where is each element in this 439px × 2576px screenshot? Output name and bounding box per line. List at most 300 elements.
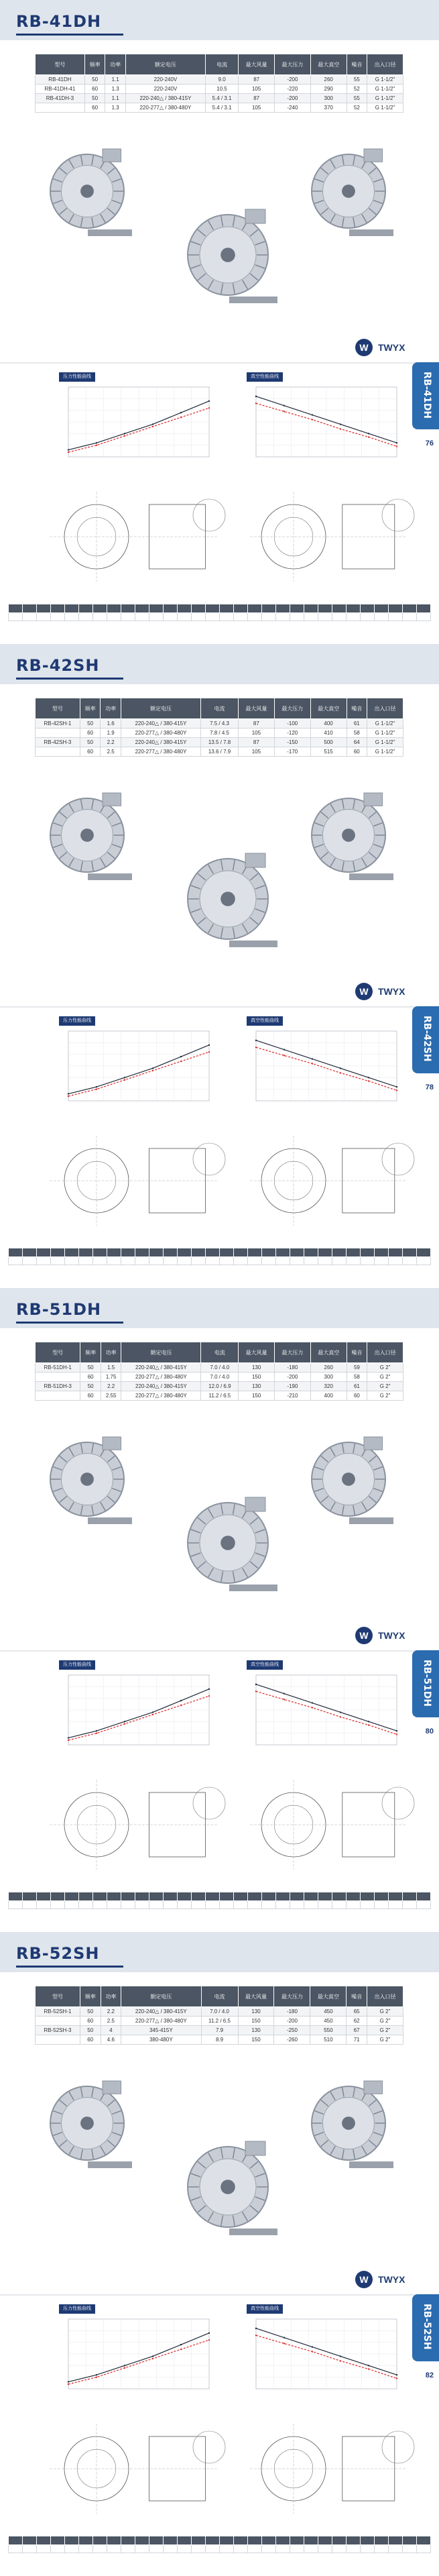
spec-cell: 1.1 bbox=[105, 94, 126, 103]
spec-cell: 220-277△ / 380-480Y bbox=[121, 729, 200, 738]
data-point bbox=[96, 2376, 97, 2377]
spec-row bbox=[36, 2026, 403, 2035]
spec-cell: 11.2 / 6.5 bbox=[201, 2017, 238, 2026]
spec-cell: 60 bbox=[80, 729, 101, 738]
dim-cell bbox=[135, 2545, 149, 2553]
dim-header-cell bbox=[248, 1892, 262, 1901]
spec-cell: 50 bbox=[80, 738, 101, 747]
spec-cell: -180 bbox=[275, 1363, 311, 1373]
spec-cell: 11.2 / 6.5 bbox=[201, 1391, 239, 1401]
dim-cell bbox=[121, 613, 135, 621]
dim-header-cell bbox=[347, 1248, 361, 1257]
chart-title: 压力性能曲线 bbox=[59, 372, 95, 382]
spec-header-cell: 最大风量 bbox=[238, 1986, 274, 2007]
data-point bbox=[152, 1070, 153, 1071]
dim-cell bbox=[164, 1257, 178, 1265]
data-point bbox=[152, 2358, 153, 2359]
dim-header-cell bbox=[234, 2536, 248, 2545]
dim-header-cell bbox=[149, 1248, 164, 1257]
dim-header-cell bbox=[107, 1892, 121, 1901]
data-point bbox=[312, 1063, 313, 1064]
dim-header-cell bbox=[389, 604, 403, 613]
dim-cell bbox=[403, 613, 417, 621]
dim-header-cell bbox=[389, 1892, 403, 1901]
data-point bbox=[340, 2355, 341, 2357]
spec-cell: -250 bbox=[274, 2026, 310, 2035]
dim-cell bbox=[149, 613, 164, 621]
dim-header-cell bbox=[178, 1892, 192, 1901]
dim-cell bbox=[403, 2545, 417, 2553]
dim-cell bbox=[290, 1257, 304, 1265]
spec-row bbox=[36, 1391, 403, 1401]
data-point bbox=[284, 1693, 285, 1695]
vacuum-chart bbox=[241, 2304, 402, 2398]
dim-cell bbox=[318, 2545, 332, 2553]
spec-header-cell: 最大真空 bbox=[310, 54, 347, 75]
dim-row bbox=[9, 2545, 431, 2553]
dim-cell bbox=[107, 1901, 121, 1909]
data-point bbox=[124, 433, 125, 434]
spec-cell: 60 bbox=[80, 747, 101, 757]
data-point bbox=[152, 423, 153, 425]
dimension-drawing-front bbox=[40, 1771, 228, 1878]
spec-cell: 65 bbox=[347, 2007, 367, 2017]
spec-table bbox=[35, 54, 403, 113]
dim-cell bbox=[79, 613, 93, 621]
dim-header-cell bbox=[192, 1892, 206, 1901]
spec-cell: 61 bbox=[347, 1382, 367, 1391]
data-point bbox=[68, 2381, 69, 2382]
spec-cell: 13.6 / 7.9 bbox=[201, 747, 239, 757]
spec-cell: 60 bbox=[80, 1373, 101, 1382]
spec-cell: 60 bbox=[84, 103, 105, 113]
page-number: 80 bbox=[425, 1727, 434, 1735]
dim-header-cell bbox=[361, 604, 375, 613]
product-photo-back bbox=[305, 1436, 405, 1529]
spec-cell: 130 bbox=[239, 1382, 275, 1391]
data-point bbox=[255, 1690, 257, 1692]
spec-cell bbox=[36, 1373, 80, 1382]
dim-cell bbox=[389, 1901, 403, 1909]
data-point bbox=[368, 2365, 369, 2366]
side-tab-label: RB-41DH bbox=[422, 372, 432, 419]
dim-cell bbox=[37, 1901, 51, 1909]
dim-cell bbox=[23, 1257, 37, 1265]
dim-cell bbox=[164, 1901, 178, 1909]
data-point bbox=[68, 1093, 69, 1094]
dim-header-cell bbox=[121, 1892, 135, 1901]
dim-cell bbox=[37, 2545, 51, 2553]
dim-cell bbox=[37, 613, 51, 621]
dim-header-cell bbox=[262, 1892, 276, 1901]
dim-cell bbox=[79, 2545, 93, 2553]
spec-cell: 60 bbox=[80, 1391, 101, 1401]
size-cell: G 2" bbox=[367, 2026, 403, 2035]
size-cell: G 2" bbox=[367, 2035, 403, 2045]
dim-header-cell bbox=[93, 1892, 107, 1901]
product-section bbox=[0, 644, 439, 1288]
dim-header-cell bbox=[417, 604, 431, 613]
spec-row bbox=[36, 738, 403, 747]
spec-cell: 220-240△ / 380-415Y bbox=[121, 719, 200, 729]
spec-header-cell: 最大真空 bbox=[310, 1342, 347, 1363]
data-point bbox=[368, 436, 369, 437]
pressure-chart bbox=[54, 1660, 214, 1754]
dim-header-cell bbox=[206, 2536, 220, 2545]
dim-header-cell bbox=[318, 2536, 332, 2545]
dimension-drawing-front bbox=[40, 1127, 228, 1234]
spec-header-row bbox=[36, 54, 403, 75]
dim-header-cell bbox=[37, 1892, 51, 1901]
spec-cell: 10.5 bbox=[205, 85, 238, 94]
dim-header-cell bbox=[375, 1892, 389, 1901]
dimension-table bbox=[8, 1892, 431, 1909]
dim-cell bbox=[164, 613, 178, 621]
dim-cell bbox=[347, 1257, 361, 1265]
dim-header-cell bbox=[178, 604, 192, 613]
spec-header-cell: 最大风量 bbox=[238, 698, 274, 719]
spec-cell: 220-240△ / 380-415Y bbox=[121, 1363, 201, 1373]
dim-header-cell bbox=[192, 2536, 206, 2545]
spec-cell: 7.5 / 4.3 bbox=[201, 719, 239, 729]
spec-table bbox=[35, 1986, 403, 2045]
spec-header-cell: 型号 bbox=[36, 1342, 80, 1363]
spec-header-cell: 功率 bbox=[101, 1342, 121, 1363]
data-point bbox=[96, 1730, 97, 1731]
dimension-drawing-side bbox=[241, 2415, 416, 2522]
data-point bbox=[68, 449, 69, 450]
dim-header-cell bbox=[375, 2536, 389, 2545]
spec-header-cell: 最大压力 bbox=[274, 698, 310, 719]
spec-cell: 220-277△ / 380-480Y bbox=[121, 747, 200, 757]
data-point bbox=[368, 1721, 369, 1722]
dim-header-cell bbox=[276, 1892, 290, 1901]
data-point bbox=[340, 423, 341, 425]
spec-cell: 105 bbox=[238, 747, 274, 757]
dim-cell bbox=[65, 1257, 79, 1265]
dim-cell bbox=[318, 1257, 332, 1265]
spec-cell: RB-52SH-3 bbox=[36, 2026, 80, 2035]
spec-header-cell: 功率 bbox=[101, 698, 121, 719]
data-point bbox=[152, 426, 153, 427]
spec-cell: 220-277△ / 380-480Y bbox=[121, 2017, 201, 2026]
data-point bbox=[255, 1684, 257, 1685]
spec-cell: 5.4 / 3.1 bbox=[205, 94, 238, 103]
dim-header-cell bbox=[206, 1248, 220, 1257]
spec-header-cell: 电流 bbox=[201, 1986, 238, 2007]
dim-header-cell bbox=[79, 604, 93, 613]
dim-header-cell bbox=[9, 604, 23, 613]
dim-cell bbox=[332, 613, 347, 621]
dim-cell bbox=[248, 1901, 262, 1909]
spec-cell: 50 bbox=[84, 75, 105, 85]
data-point bbox=[124, 2365, 125, 2366]
spec-cell: 400 bbox=[310, 719, 347, 729]
spec-cell: 1.5 bbox=[101, 1363, 121, 1373]
data-point bbox=[208, 1051, 210, 1053]
brand-logo bbox=[355, 339, 429, 356]
spec-cell: 55 bbox=[347, 94, 367, 103]
dim-cell bbox=[206, 1257, 220, 1265]
dim-header-cell bbox=[403, 1248, 417, 1257]
spec-cell: 260 bbox=[310, 75, 347, 85]
spec-header-row bbox=[36, 1342, 403, 1363]
dim-header-cell bbox=[164, 1892, 178, 1901]
size-cell: G 2" bbox=[367, 1391, 403, 1401]
dim-cell bbox=[332, 2545, 347, 2553]
pressure-chart bbox=[54, 2304, 214, 2398]
spec-cell: RB-42SH-1 bbox=[36, 719, 80, 729]
product-photo-back bbox=[305, 792, 405, 885]
spec-cell: 130 bbox=[239, 1363, 275, 1373]
data-point bbox=[312, 414, 313, 415]
dim-header-cell bbox=[51, 2536, 65, 2545]
spec-cell: 130 bbox=[238, 2026, 274, 2035]
dim-header-cell bbox=[220, 1248, 234, 1257]
spec-cell: 500 bbox=[310, 738, 347, 747]
spec-cell: 550 bbox=[310, 2026, 347, 2035]
product-photo-front bbox=[44, 2080, 144, 2174]
dim-cell bbox=[389, 1257, 403, 1265]
spec-cell: 220-277△ / 380-480Y bbox=[121, 1373, 201, 1382]
dim-header-cell bbox=[9, 2536, 23, 2545]
dimension-table bbox=[8, 2536, 431, 2553]
spec-cell: 87 bbox=[239, 94, 275, 103]
dim-header-cell bbox=[347, 604, 361, 613]
spec-row bbox=[36, 2017, 403, 2026]
spec-header-cell: 频率 bbox=[80, 698, 101, 719]
product-photo-side bbox=[181, 208, 288, 309]
spec-cell: 58 bbox=[347, 729, 367, 738]
spec-cell: 290 bbox=[310, 85, 347, 94]
dim-cell bbox=[417, 1901, 431, 1909]
spec-cell: 220-240△ / 380-415Y bbox=[121, 738, 200, 747]
dim-header-row bbox=[9, 1892, 431, 1901]
data-point bbox=[284, 2343, 285, 2344]
dim-row bbox=[9, 1901, 431, 1909]
dim-cell bbox=[149, 2545, 164, 2553]
dim-cell bbox=[51, 1257, 65, 1265]
dimension-drawing-side bbox=[241, 1127, 416, 1234]
chart-title: 压力性能曲线 bbox=[59, 1016, 95, 1026]
logo-mark: W bbox=[355, 1627, 373, 1644]
spec-cell: 60 bbox=[80, 2017, 101, 2026]
dim-cell bbox=[276, 1257, 290, 1265]
spec-header-cell: 出入口径 bbox=[367, 54, 403, 75]
dim-cell bbox=[361, 2545, 375, 2553]
chart-plot bbox=[241, 383, 402, 466]
spec-cell: 50 bbox=[80, 2007, 101, 2017]
spec-header-cell: 噪音 bbox=[347, 1986, 367, 2007]
dim-cell bbox=[234, 1901, 248, 1909]
section-divider bbox=[0, 1650, 439, 1652]
spec-cell: 5.4 / 3.1 bbox=[205, 103, 238, 113]
dim-header-cell bbox=[389, 1248, 403, 1257]
dim-header-cell bbox=[234, 1248, 248, 1257]
spec-header-cell: 电流 bbox=[205, 54, 238, 75]
spec-header-cell: 功率 bbox=[105, 54, 126, 75]
spec-cell: 60 bbox=[80, 2035, 101, 2045]
dim-header-cell bbox=[403, 1892, 417, 1901]
dim-header-cell bbox=[304, 1248, 318, 1257]
size-cell: G 1-1/2" bbox=[367, 738, 403, 747]
dim-cell bbox=[347, 613, 361, 621]
side-tab-label: RB-51DH bbox=[422, 1660, 432, 1707]
spec-cell: -200 bbox=[275, 94, 311, 103]
spec-cell: RB-41DH-3 bbox=[36, 94, 85, 103]
data-point bbox=[124, 1723, 125, 1725]
chart-plot bbox=[54, 1027, 214, 1110]
dim-cell bbox=[65, 2545, 79, 2553]
dim-header-cell bbox=[23, 604, 37, 613]
dim-header-cell bbox=[206, 1892, 220, 1901]
side-model-tab bbox=[412, 362, 439, 429]
dim-cell bbox=[79, 1257, 93, 1265]
spec-table bbox=[35, 698, 403, 757]
dim-row bbox=[9, 1257, 431, 1265]
product-photo-side bbox=[181, 2140, 288, 2241]
spec-header-cell: 型号 bbox=[36, 698, 80, 719]
dim-header-cell bbox=[347, 1892, 361, 1901]
dim-header-cell bbox=[135, 1248, 149, 1257]
data-point bbox=[96, 442, 97, 443]
dimension-drawing-side bbox=[241, 1771, 416, 1878]
logo-text: TWYX bbox=[378, 1630, 405, 1641]
dim-header-cell bbox=[290, 1248, 304, 1257]
spec-header-cell: 频率 bbox=[84, 54, 105, 75]
size-cell: G 1-1/2" bbox=[367, 103, 403, 113]
dim-header-cell bbox=[164, 1248, 178, 1257]
dim-header-cell bbox=[262, 1248, 276, 1257]
dim-header-cell bbox=[178, 1248, 192, 1257]
dim-cell bbox=[234, 1257, 248, 1265]
dim-cell bbox=[65, 613, 79, 621]
dim-header-cell bbox=[248, 604, 262, 613]
dim-header-cell bbox=[93, 2536, 107, 2545]
spec-cell: -240 bbox=[275, 103, 311, 113]
dim-header-cell bbox=[37, 604, 51, 613]
dim-header-cell bbox=[290, 1892, 304, 1901]
chart-plot bbox=[54, 1671, 214, 1754]
spec-header-cell: 噪音 bbox=[347, 1342, 367, 1363]
dimension-drawing-front bbox=[40, 2415, 228, 2522]
spec-cell: -180 bbox=[274, 2007, 310, 2017]
dim-cell bbox=[149, 1901, 164, 1909]
chart-plot bbox=[54, 383, 214, 466]
dim-cell bbox=[361, 1901, 375, 1909]
spec-cell: 220-240V bbox=[125, 85, 205, 94]
data-point bbox=[312, 1707, 313, 1708]
spec-cell: 50 bbox=[80, 2026, 101, 2035]
spec-header-cell: 型号 bbox=[36, 54, 85, 75]
dim-header-cell bbox=[51, 604, 65, 613]
data-point bbox=[255, 396, 257, 397]
data-point bbox=[152, 2355, 153, 2357]
dim-header-cell bbox=[332, 1892, 347, 1901]
dim-cell bbox=[290, 2545, 304, 2553]
data-point bbox=[152, 1714, 153, 1715]
product-section bbox=[0, 1932, 439, 2576]
dim-header-cell bbox=[206, 604, 220, 613]
dim-header-cell bbox=[65, 2536, 79, 2545]
vacuum-chart bbox=[241, 372, 402, 466]
dim-header-cell bbox=[164, 604, 178, 613]
spec-cell: -220 bbox=[275, 85, 311, 94]
dim-header-cell bbox=[248, 1248, 262, 1257]
spec-cell: 1.3 bbox=[105, 85, 126, 94]
spec-cell: 300 bbox=[310, 1373, 347, 1382]
dim-header-cell bbox=[65, 1248, 79, 1257]
product-photo-front bbox=[44, 1436, 144, 1529]
spec-cell: 64 bbox=[347, 738, 367, 747]
spec-header-row bbox=[36, 1986, 403, 2007]
dim-header-cell bbox=[318, 1892, 332, 1901]
brand-logo bbox=[355, 2271, 429, 2288]
dim-cell bbox=[220, 613, 234, 621]
dim-cell bbox=[234, 2545, 248, 2553]
product-section bbox=[0, 0, 439, 644]
section-header bbox=[0, 1932, 439, 1972]
spec-cell: 130 bbox=[238, 2007, 274, 2017]
dim-header-cell bbox=[135, 604, 149, 613]
chart-title: 真空性能曲线 bbox=[247, 1660, 283, 1670]
dim-cell bbox=[389, 2545, 403, 2553]
chart-title: 真空性能曲线 bbox=[247, 1016, 283, 1026]
title-underline bbox=[16, 1966, 123, 1968]
spec-cell: 1.6 bbox=[101, 719, 121, 729]
dim-header-cell bbox=[93, 604, 107, 613]
product-photo-front bbox=[44, 148, 144, 241]
data-point bbox=[312, 2351, 313, 2352]
dim-header-cell bbox=[9, 1892, 23, 1901]
chart-title: 压力性能曲线 bbox=[59, 1660, 95, 1670]
data-point bbox=[124, 2367, 125, 2369]
data-point bbox=[208, 1044, 210, 1046]
spec-cell: 320 bbox=[310, 1382, 347, 1391]
spec-row bbox=[36, 2007, 403, 2017]
spec-cell: 105 bbox=[239, 103, 275, 113]
dim-header-cell bbox=[220, 1892, 234, 1901]
spec-row bbox=[36, 94, 403, 103]
dim-header-cell bbox=[178, 2536, 192, 2545]
data-point bbox=[180, 1700, 182, 1701]
logo-text: TWYX bbox=[378, 986, 405, 997]
dim-cell bbox=[9, 1257, 23, 1265]
title-underline bbox=[16, 678, 123, 680]
data-point bbox=[124, 435, 125, 437]
dim-header-cell bbox=[192, 1248, 206, 1257]
dim-cell bbox=[361, 613, 375, 621]
dim-cell bbox=[220, 1257, 234, 1265]
brand-logo bbox=[355, 1627, 429, 1644]
spec-cell: 220-240△ / 380-415Y bbox=[121, 1382, 201, 1391]
spec-header-cell: 最大真空 bbox=[310, 698, 347, 719]
data-point bbox=[340, 1067, 341, 1069]
dim-header-cell bbox=[107, 2536, 121, 2545]
spec-cell: 400 bbox=[310, 1391, 347, 1401]
data-point bbox=[396, 1733, 397, 1735]
model-title: RB-52SH bbox=[16, 1944, 100, 1963]
data-point bbox=[124, 1077, 125, 1078]
data-point bbox=[284, 1055, 285, 1056]
data-point bbox=[180, 2349, 182, 2350]
dim-cell bbox=[178, 613, 192, 621]
dim-header-cell bbox=[93, 1248, 107, 1257]
dim-header-cell bbox=[220, 2536, 234, 2545]
data-point bbox=[396, 1730, 397, 1731]
data-point bbox=[255, 2334, 257, 2336]
spec-cell: RB-51DH-1 bbox=[36, 1363, 80, 1373]
